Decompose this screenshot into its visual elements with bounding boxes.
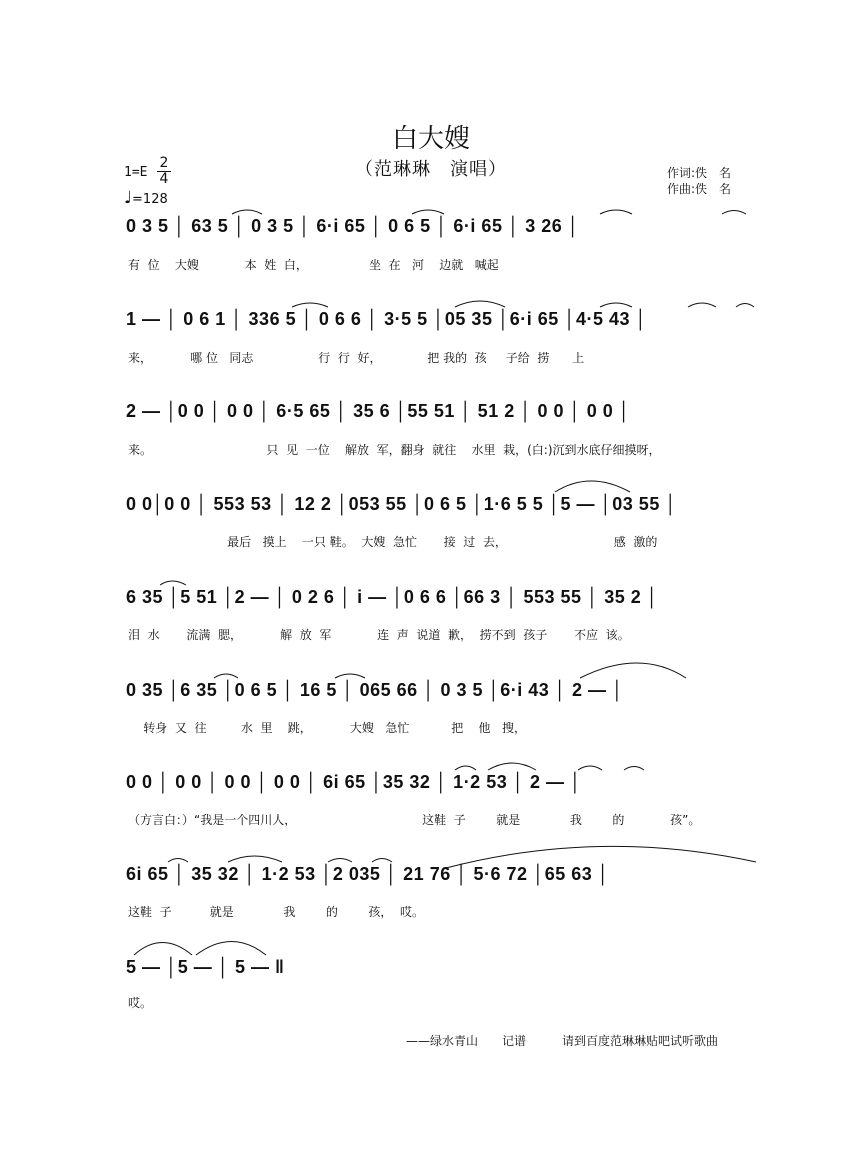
system-2-lyrics: 来， 哪 位 同志 行 行 好， 把 我的 孩 子给 捞 上 [128,351,585,365]
system-6-notes: 0 35 │6 35 │0 6 5 │ 16 5 │ 065 66 │ 0 3 5 │6·i 43 │ 2 — │ [126,680,624,700]
slur [292,303,328,307]
slur [168,859,188,863]
slur [455,766,476,770]
slur [722,211,746,215]
system-9-notes: 5 — │5 — │ 5 — ‖ [126,957,285,977]
footer-credit: ——绿水青山 记谱 请到百度范琳琳贴吧试听歌曲 [406,1034,719,1048]
system-8-lyrics: 这鞋 子 就是 我 的 孩， 哎。 [128,905,425,919]
slur [455,301,505,307]
system-7-notes: 0 0 │ 0 0 │ 0 0 │ 0 0 │ 6i 65 │35 32 │ 1·2 53 │ 2 — │ [126,772,582,792]
slur [228,856,282,862]
slur [412,210,444,214]
slur [488,763,536,770]
key-signature: 1=E [124,165,148,180]
system-8-notes: 6i 65 │ 35 32 │ 1·2 53 │2 035 │ 21 76 │ 5·6 72 │65 63 │ [126,864,610,884]
slur [134,943,192,956]
system-5-notes: 6 35 │5 51 │2 — │ 0 2 6 │ i — │0 6 6 │66 3 │ 553 55 │ 35 2 │ [126,587,659,607]
system-1-lyrics: 有 位 大嫂 本 姓 白， 坐 在 河 边就 喊起 [128,258,499,272]
slur [580,663,686,678]
system-7-lyrics: （方言白：）“我是一个四川人， 这鞋 子 就是 我 的 孩”。 [128,813,701,827]
system-4-notes: 0 0│0 0 │ 553 53 │ 12 2 │053 55 │0 6 5 │1·6 5 5 │5 — │03 55 │ [126,494,678,514]
time-signature-top: 2 [159,155,169,171]
system-5-lyrics: 泪 水 流满 腮， 解 放 军 连 声 说道 歉， 捞不到 孩子 不应 该。 [128,628,630,642]
slur [328,859,352,863]
slur [372,859,392,863]
system-9-lyrics: 哎。 [128,996,153,1010]
system-3-notes: 2 — │0 0 │ 0 0 │ 6·5 65 │ 35 6 │55 51 │ 51 2 │ 0 0 │ 0 0 │ [126,401,631,421]
slur [736,304,754,308]
song-title: 白大嫂 [391,124,470,154]
slur [600,303,632,307]
slur [335,674,365,678]
slur [160,581,186,585]
song-subtitle: （范琳琳 演唱） [355,159,507,180]
time-signature-bottom: 4 [157,171,171,186]
system-1-notes: 0 3 5 │ 63 5 │ 0 3 5 │ 6·i 65 │ 0 6 5 │ 6·i 65 │ 3 26 │ [126,216,580,236]
system-3-lyrics: 来。 只 见 一位 解放 军，翻身 就往 水里 栽，(白:)沉到水底仔细摸呀， [128,443,661,457]
system-4-lyrics: 最后 摸上 一只 鞋。 大嫂 急忙 接 过 去， 感 激的 [128,535,658,549]
slur [688,303,716,307]
composer-credit: 作曲:佚 名 [667,182,732,196]
slur [196,942,266,956]
system-2-notes: 1 — │ 0 6 1 │ 336 5 │ 0 6 6 │ 3·5 5 │05 35 │6·i 65 │4·5 43 │ [126,309,648,329]
slur [624,767,644,771]
slur [578,766,602,770]
slur [555,481,630,492]
slur [232,210,262,214]
slur [446,846,756,868]
system-6-lyrics: 转身 又 往 水 里 跳， 大嫂 急忙 把 他 搜， [128,721,526,735]
slur [600,210,632,214]
tempo-value: =128 [132,192,168,207]
slur [214,674,238,678]
lyricist-credit: 作词:佚 名 [667,166,732,180]
quarter-note-icon: ♩ [124,188,133,208]
